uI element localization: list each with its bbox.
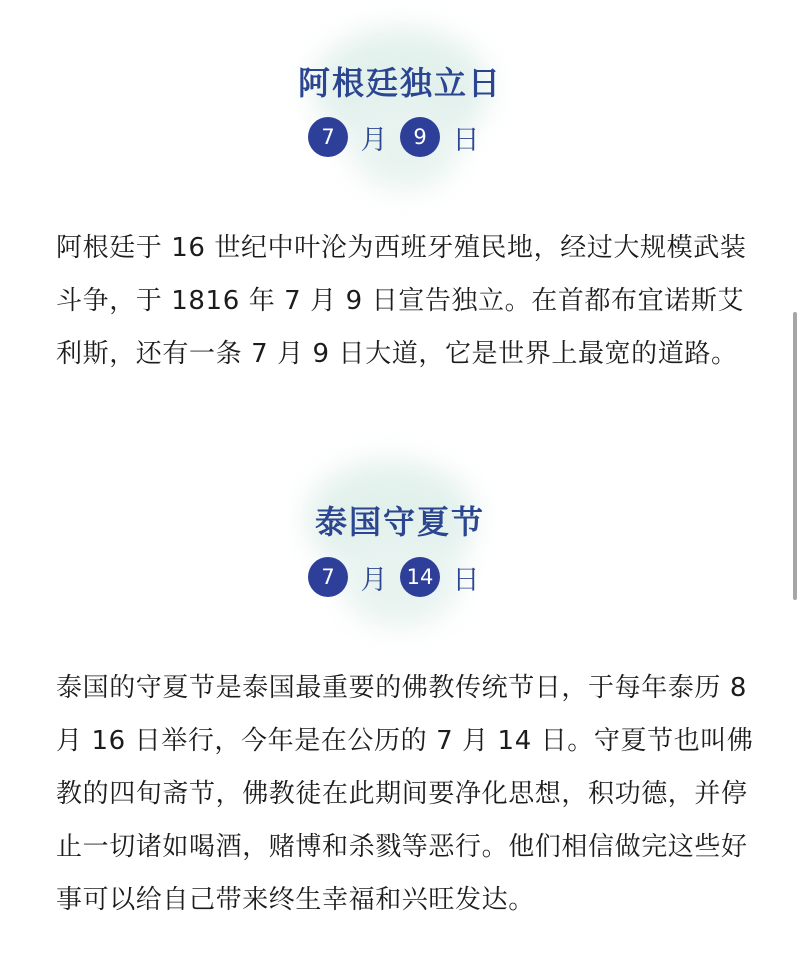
- date-badge: [0, 557, 800, 597]
- article-title: 泰国守夏节: [314, 503, 485, 541]
- month-circle: 7: [308, 557, 348, 597]
- article-thailand: [0, 440, 800, 915]
- scrollbar[interactable]: [793, 312, 797, 600]
- month-unit: 月: [360, 564, 388, 596]
- article-title: 阿根廷独立日: [297, 64, 502, 102]
- day-circle: 14: [400, 557, 440, 597]
- date-badge: [0, 117, 800, 157]
- day-circle: 9: [400, 117, 440, 157]
- day-unit: 日: [452, 124, 480, 156]
- article-argentina: [0, 0, 800, 369]
- article-body: 泰国的守夏节是泰国最重要的佛教传统节日，于每年泰历 8 月 16 日举行，今年是在公历的 7 月 14 日。守夏节也叫佛教的四旬斋节，佛教徒在此期间要净化思想，积功德，并停止一切诸如喝酒，赌博和杀戮等恶行。他们相信做完这些好事可以给自己带来终生幸福和兴旺发达。: [56, 673, 754, 915]
- month-unit: 月: [360, 124, 388, 156]
- article-header: [0, 440, 800, 640]
- month-circle: 7: [308, 117, 348, 157]
- article-body: 阿根廷于 16 世纪中叶沦为西班牙殖民地，经过大规模武装斗争，于 1816 年 7 月 9 日宣告独立。在首都布宜诺斯艾利斯，还有一条 7 月 9 日大道，它是世界上最宽的道路。: [56, 233, 747, 369]
- article-header: [0, 0, 800, 200]
- day-unit: 日: [452, 564, 480, 596]
